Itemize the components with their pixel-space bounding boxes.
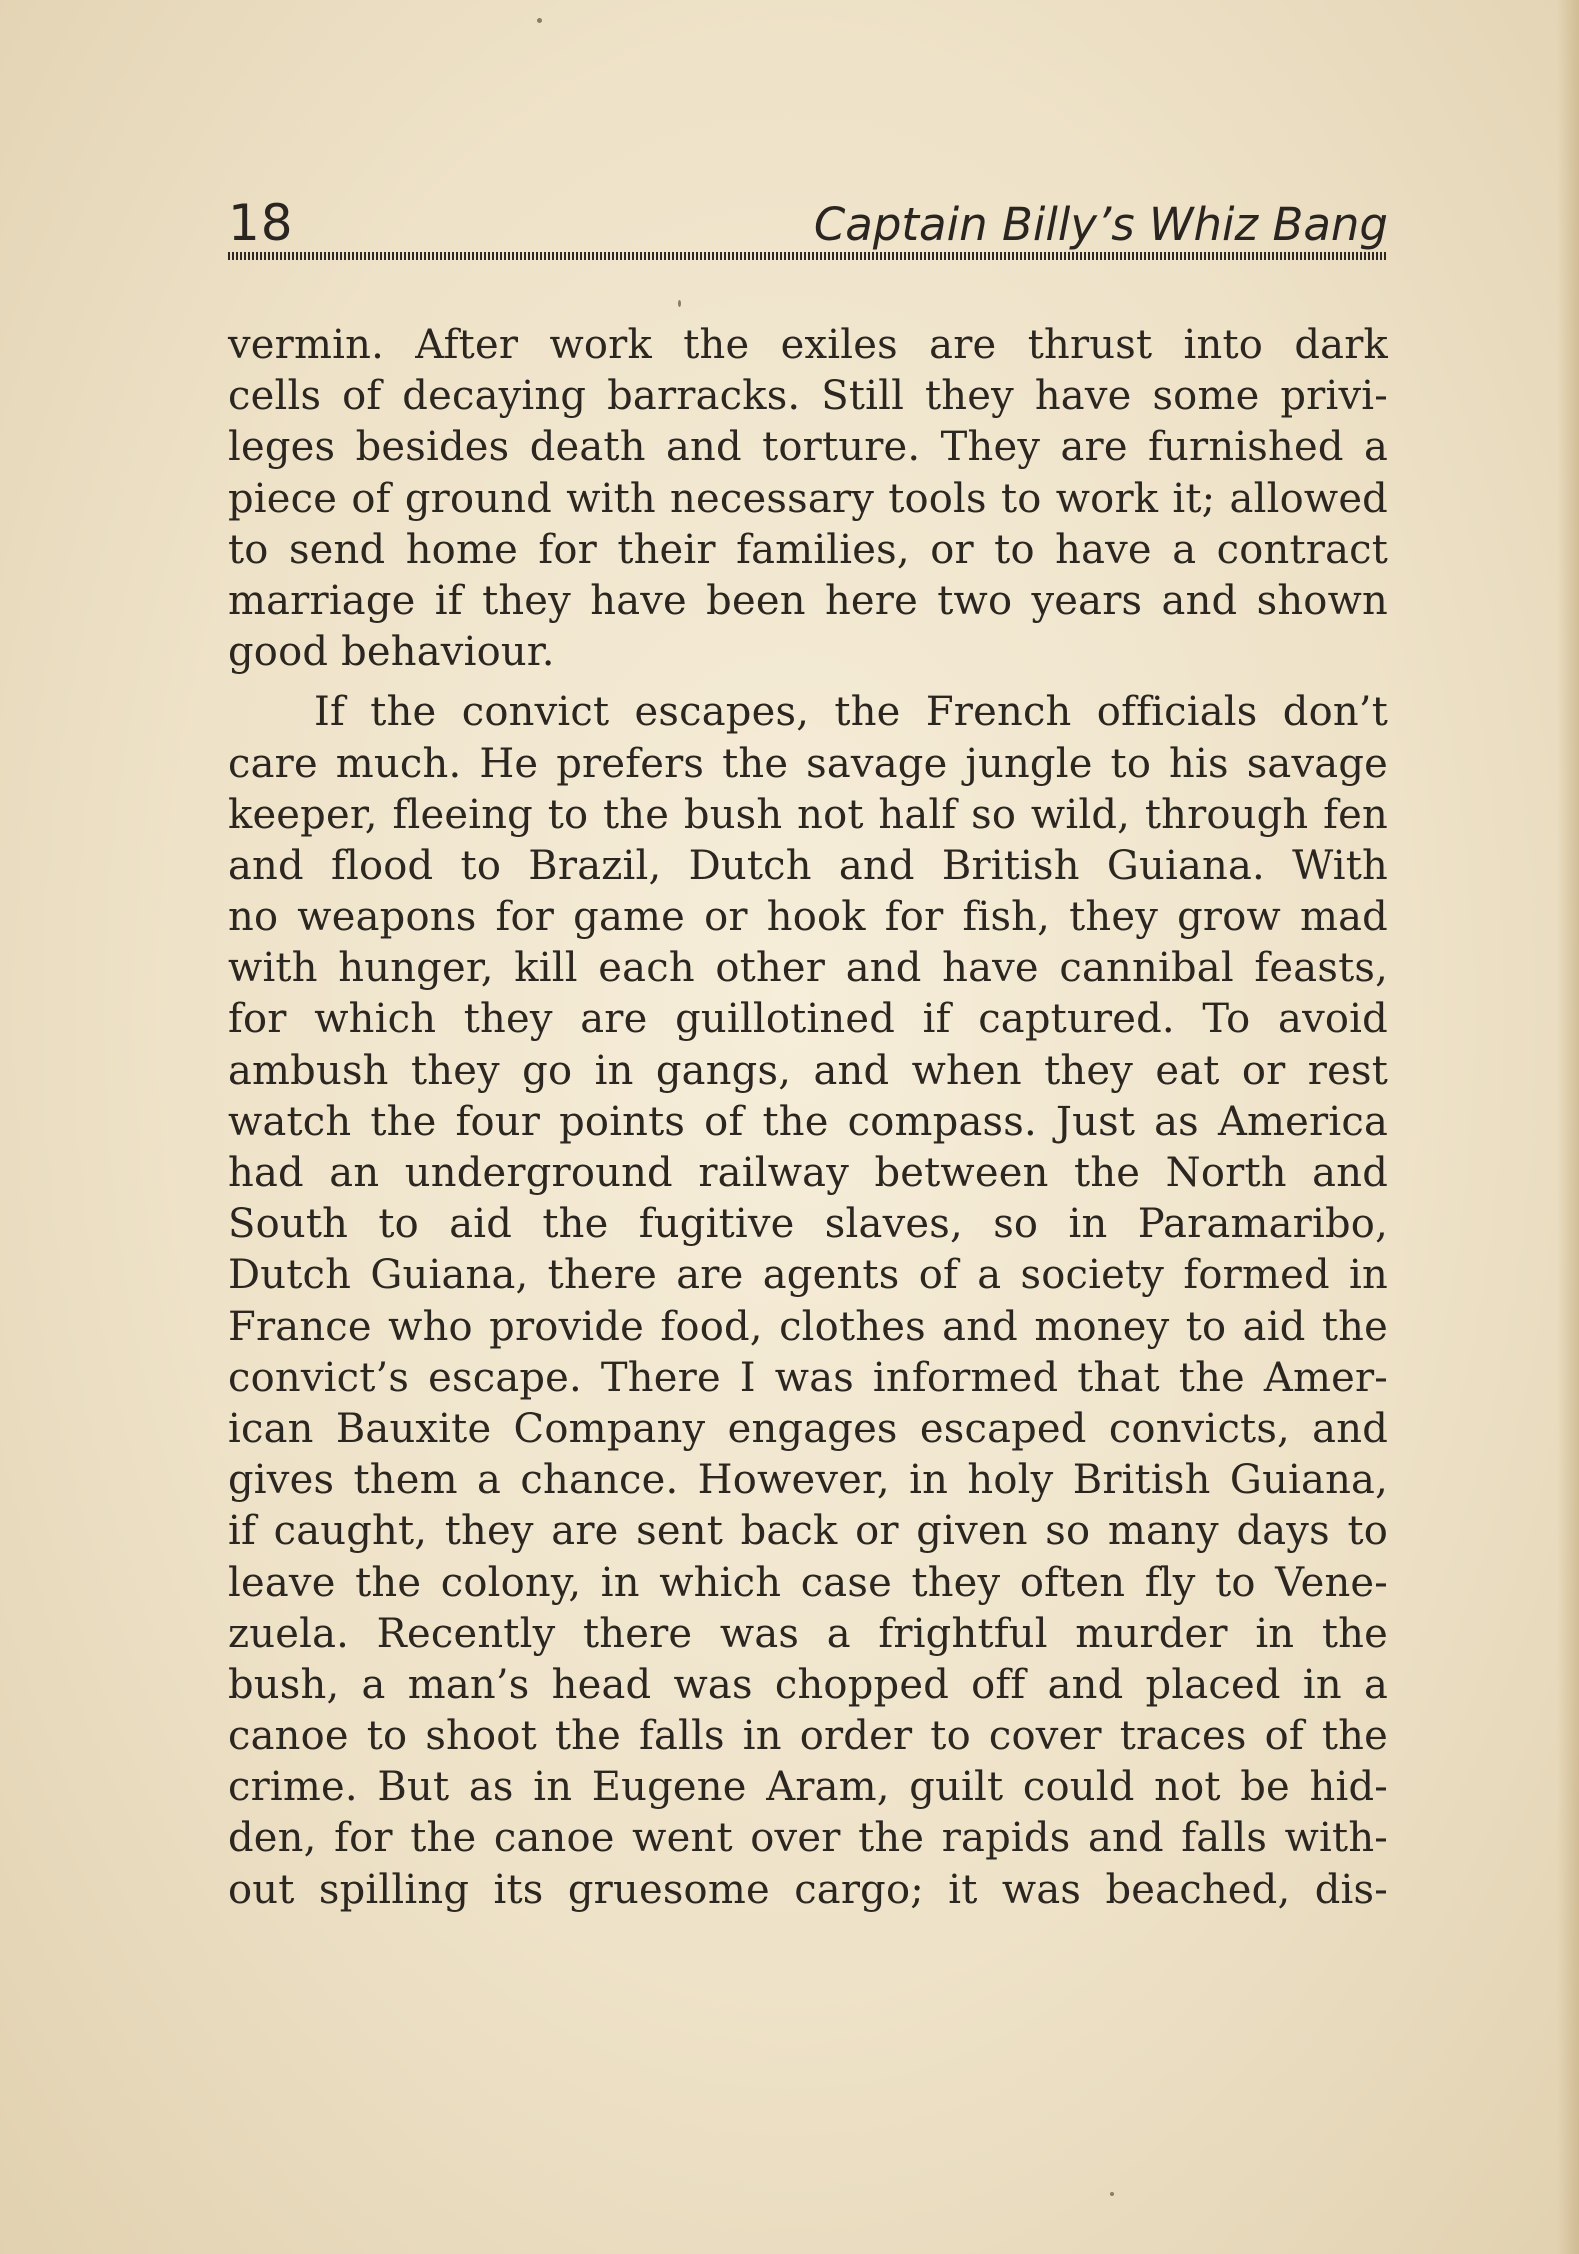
text-line: out spilling its gruesome cargo; it was beached, dis-: [228, 1866, 1388, 1913]
text-line: France who provide food, clothes and money to aid the: [228, 1303, 1388, 1350]
header-rule: [228, 252, 1388, 260]
text-line: gives them a chance. However, in holy British Guiana,: [228, 1457, 1388, 1504]
text-line: canoe to shoot the falls in order to cover traces of the: [228, 1713, 1388, 1760]
text-line: and flood to Brazil, Dutch and British Guiana. With: [228, 842, 1388, 889]
text-line: vermin. After work the exiles are thrust into dark: [228, 322, 1388, 368]
text-line: good behaviour.: [228, 629, 555, 676]
body-text: [228, 320, 1388, 1916]
text-line: bush, a man’s head was chopped off and placed in a: [228, 1661, 1388, 1708]
page-number: 18: [228, 194, 294, 252]
paper-speck: [678, 300, 681, 307]
text-line: leges besides death and torture. They are furnished a: [228, 424, 1388, 471]
text-line: zuela. Recently there was a frightful murder in the: [228, 1610, 1388, 1657]
page-edge-shadow: [1557, 0, 1579, 2254]
text-line: ambush they go in gangs, and when they eat or rest: [228, 1047, 1388, 1094]
text-line: had an underground railway between the North and: [228, 1150, 1388, 1196]
text-line: South to aid the fugitive slaves, so in Paramaribo,: [228, 1201, 1388, 1248]
text-line: keeper, fleeing to the bush not half so wild, through fen: [228, 791, 1388, 838]
text-line: watch the four points of the compass. Just as America: [228, 1098, 1388, 1145]
text-line: piece of ground with necessary tools to work it; allowed: [228, 475, 1388, 522]
text-line: if caught, they are sent back or given so many days to: [228, 1508, 1388, 1555]
text-line: with hunger, kill each other and have cannibal feasts,: [228, 945, 1388, 992]
paragraph-gap: [228, 678, 1388, 687]
page-header: [228, 190, 1388, 260]
paragraph: [228, 320, 1388, 678]
text-line: leave the colony, in which case they often fly to Vene-: [228, 1559, 1388, 1606]
text-line: crime. But as in Eugene Aram, guilt could not be hid-: [228, 1764, 1388, 1811]
text-line: ican Bauxite Company engages escaped convicts, and: [228, 1405, 1388, 1452]
text-line: If the convict escapes, the French officials don’t: [314, 689, 1388, 736]
text-line: care much. He prefers the savage jungle to his savage: [228, 740, 1388, 787]
text-line: to send home for their families, or to have a contract: [228, 526, 1388, 573]
text-line: for which they are guillotined if captured. To avoid: [228, 996, 1388, 1043]
paper-speck: [537, 18, 542, 23]
text-line: den, for the canoe went over the rapids and falls with-: [228, 1815, 1388, 1862]
text-line: Dutch Guiana, there are agents of a society formed in: [228, 1252, 1388, 1299]
text-line: convict’s escape. There I was informed that the Amer-: [228, 1354, 1388, 1401]
text-line: no weapons for game or hook for fish, they grow mad: [228, 894, 1388, 941]
paper-speck: [1110, 2192, 1114, 2196]
text-line: cells of decaying barracks. Still they have some privi-: [228, 373, 1388, 420]
paragraph: [228, 687, 1388, 1916]
text-line: marriage if they have been here two years and shown: [228, 577, 1388, 624]
running-title: Captain Billy’s Whiz Bang: [813, 198, 1388, 251]
